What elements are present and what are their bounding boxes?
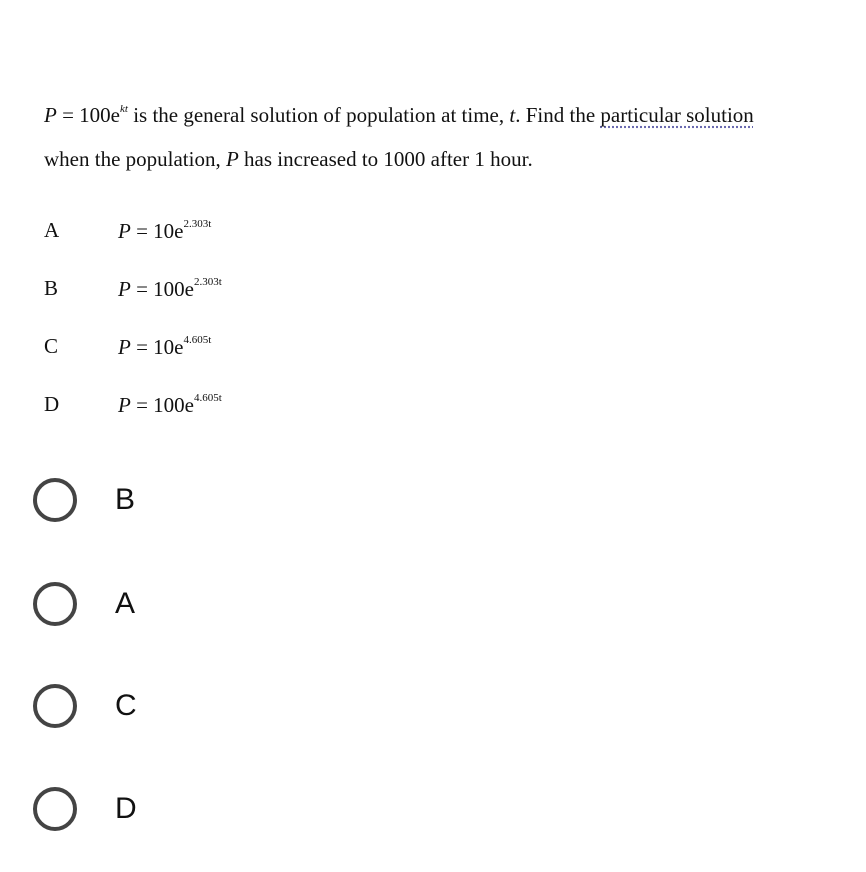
radio-circle-icon[interactable] (33, 582, 77, 626)
choice-formula: = 100e (130, 277, 194, 301)
radio-label[interactable]: B (115, 483, 136, 516)
question-text: when the population, (44, 147, 226, 171)
question-text: . Find the (515, 103, 601, 127)
choice-formula: = 10e (130, 219, 184, 243)
question-text: is the general solution of population at time, (127, 103, 510, 127)
choice-var: P (118, 277, 131, 301)
choice-exponent: 4.605t (194, 392, 222, 404)
radio-option-b[interactable] (33, 478, 135, 522)
radio-option-c[interactable] (33, 684, 137, 728)
choice-formula: = 10e (130, 335, 184, 359)
formula-exponent: kt (120, 103, 128, 115)
choice-formula: = 100e (130, 393, 194, 417)
radio-circle-icon[interactable] (33, 684, 77, 728)
choice-letter: C (44, 334, 59, 358)
choice-var: P (118, 219, 131, 243)
choice-exponent: 4.605t (183, 334, 212, 346)
formula-var: P (44, 103, 57, 127)
question-text: has increased to 1000 after 1 hour. (238, 147, 533, 171)
question-line-1 (44, 103, 754, 128)
choice-exponent: 2.303t (194, 276, 222, 288)
choice-letter: A (44, 218, 60, 242)
formula: = 100e (56, 103, 120, 127)
radio-circle-icon[interactable] (33, 787, 77, 831)
choice-var: P (118, 393, 131, 417)
radio-option-a[interactable] (33, 582, 135, 626)
var-p: P (225, 147, 239, 171)
radio-label[interactable]: C (115, 689, 137, 722)
choice-exponent: 2.303t (183, 218, 212, 230)
choice-var: P (118, 335, 131, 359)
radio-option-d[interactable] (33, 787, 137, 831)
radio-label[interactable]: D (115, 792, 137, 825)
spellcheck-underlined-text: particular solution (600, 103, 754, 127)
var-t: t (509, 103, 516, 127)
question-line-2 (44, 147, 533, 172)
choice-letter: D (44, 392, 60, 416)
choice-letter: B (44, 276, 59, 300)
radio-label[interactable]: A (115, 587, 136, 620)
radio-circle-icon[interactable] (33, 478, 77, 522)
